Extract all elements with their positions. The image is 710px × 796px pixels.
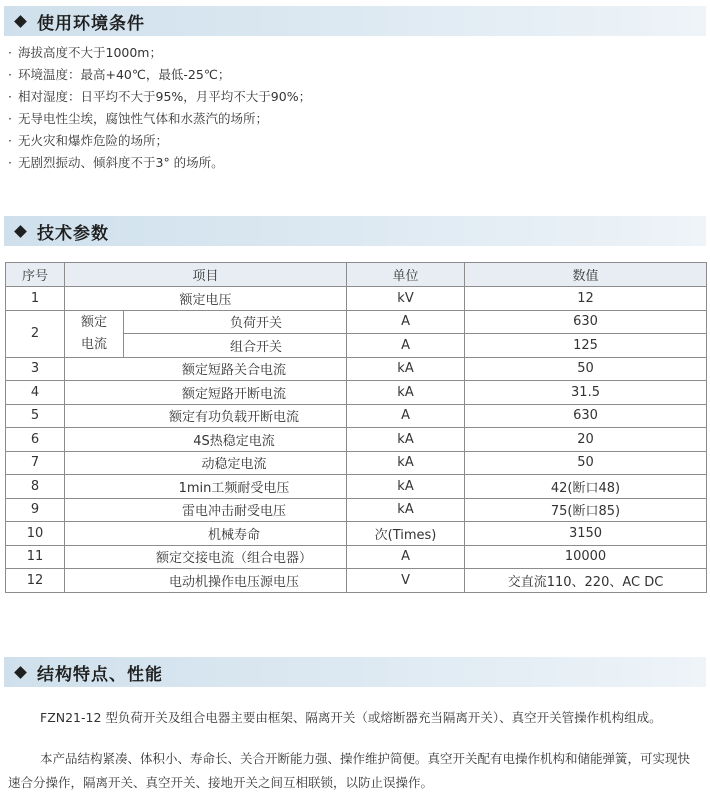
table-row: 4 额定短路开断电流 kA 31.5 <box>6 381 707 405</box>
list-item: · 环境温度：最高+40℃，最低-25℃； <box>8 64 698 86</box>
section-title-features: 结构特点、性能 <box>37 664 163 685</box>
section-header-conditions <box>4 6 706 36</box>
table-row: 10 机械寿命 次(Times) 3150 <box>6 522 707 546</box>
bullet-icon: · <box>8 155 12 170</box>
section-title-conditions: 使用环境条件 <box>37 13 145 34</box>
list-item: · 无剧烈振动、倾斜度不于3° 的场所。 <box>8 152 698 174</box>
conditions-list <box>8 42 698 174</box>
features-paragraph-2: 本产品结构紧凑、体积小、寿命长、关合开断能力强、操作维护简便。真空开关配有电操作机构和储能弹簧，可实现快速合分操作，隔离开关、真空开关、接地开关之间互相联锁，以防止误操作。 <box>8 751 691 790</box>
bullet-icon: · <box>8 133 12 148</box>
table-row: 7 动稳定电流 kA 50 <box>6 451 707 475</box>
group-label-rated-current: 额定 电流 <box>65 310 124 357</box>
bullet-icon: · <box>8 89 12 104</box>
list-item: · 无导电性尘埃，腐蚀性气体和水蒸汽的场所； <box>8 108 698 130</box>
list-item: · 海拔高度不大于1000m； <box>8 42 698 64</box>
table-row: 组合开关 A 125 <box>6 334 707 358</box>
params-table <box>5 262 707 593</box>
diamond-bullet-icon <box>14 15 27 28</box>
bullet-icon: · <box>8 111 12 126</box>
table-row: 8 1min工频耐受电压 kA 42(断口48) <box>6 475 707 499</box>
section-header-params <box>4 216 706 246</box>
table-row: 9 雷电冲击耐受电压 kA 75(断口85) <box>6 498 707 522</box>
table-row: 5 额定有功负载开断电流 A 630 <box>6 404 707 428</box>
list-item: · 相对湿度：日平均不大于95%，月平均不大于90%； <box>8 86 698 108</box>
table-header-row <box>6 263 707 287</box>
diamond-bullet-icon <box>14 666 27 679</box>
table-row: 6 4S热稳定电流 kA 20 <box>6 428 707 452</box>
table-row: 2 额定 电流 负荷开关 A 630 <box>6 310 707 334</box>
header-no: 序号 <box>6 263 65 287</box>
header-unit: 单位 <box>347 263 465 287</box>
diamond-bullet-icon <box>14 225 27 238</box>
features-paragraph-1: FZN21-12 型负荷开关及组合电器主要由框架、隔离开关（或熔断器充当隔离开关）、真空开关管操作机构组成。 <box>40 710 662 725</box>
header-value: 数值 <box>465 263 707 287</box>
list-item: · 无火灾和爆炸危险的场所； <box>8 130 698 152</box>
section-header-features <box>4 657 706 687</box>
header-item: 项目 <box>65 263 347 287</box>
table-row: 1 额定电压 kV 12 <box>6 287 707 311</box>
bullet-icon: · <box>8 45 12 60</box>
section-title-params: 技术参数 <box>37 223 109 244</box>
bullet-icon: · <box>8 67 12 82</box>
table-row: 11 额定交接电流（组合电器） A 10000 <box>6 545 707 569</box>
table-row: 12 电动机操作电压源电压 V 交直流110、220、AC DC <box>6 569 707 593</box>
table-row: 3 额定短路关合电流 kA 50 <box>6 357 707 381</box>
